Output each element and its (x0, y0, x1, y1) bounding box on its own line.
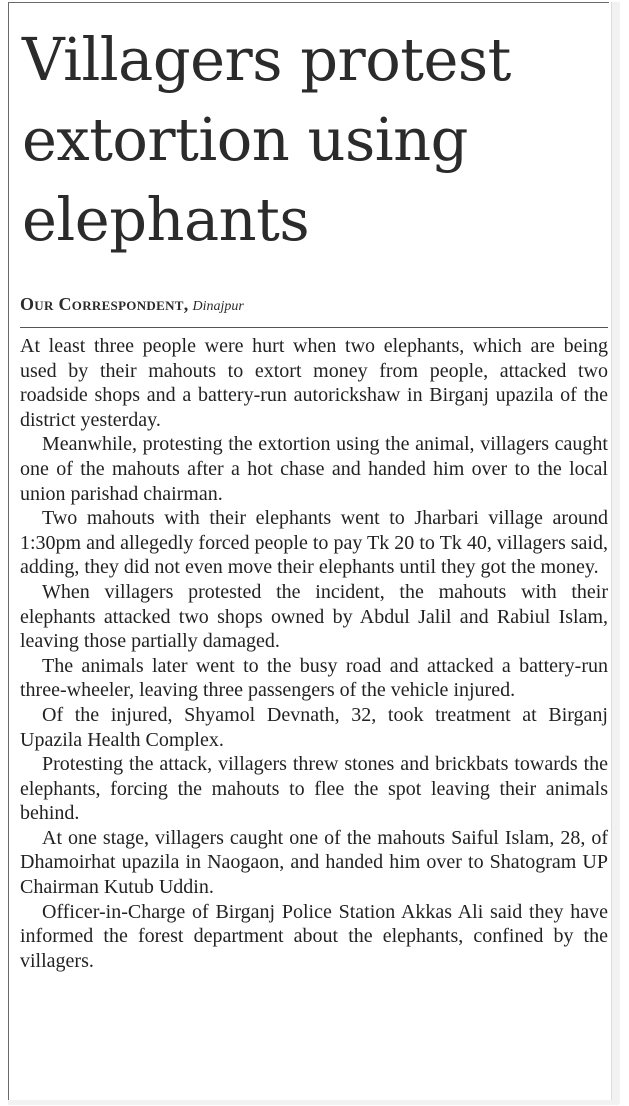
article-paragraph: At least three people were hurt when two elephants, which are being used by their mahouts to extort money from people, attacked two roadside shops and a battery-run autorickshaw in Birganj upazila of the district yesterday. (20, 335, 608, 431)
article-paragraph: Of the injured, Shyamol Devnath, 32, took treatment at Birganj Upazila Health Complex. (20, 703, 608, 751)
article-paragraph: Meanwhile, protesting the extortion using the animal, villagers caught one of the mahouts after a hot chase and handed him over to the local union parishad chairman. (20, 433, 608, 505)
clipping-right-edge (611, 2, 620, 1104)
article-paragraph: At one stage, villagers caught one of the mahouts Saiful Islam, 28, of Dhamoirhat upazila in Naogaon, and handed him over to Shatogram UP Chairman Kutub Uddin. (20, 826, 608, 899)
article-paragraph: Protesting the attack, villagers threw stones and brickbats towards the elephants, forcing the mahouts to flee the spot leaving their animals behind. (20, 753, 608, 825)
byline-author: Our Correspondent, (20, 294, 189, 314)
article-paragraph: Two mahouts with their elephants went to Jharbari village around 1:30pm and allegedly forced people to pay Tk 20 to Tk 40, villagers said, adding, they did not even move their elephants until they got the money. (20, 507, 608, 579)
byline-divider (20, 327, 608, 328)
article-paragraph: When villagers protested the incident, the mahouts with their elephants attacked two shops owned by Abdul Jalil and Rabiul Islam, leaving those partially damaged. (20, 580, 608, 653)
article-paragraph: Officer-in-Charge of Birganj Police Station Akkas Ali said they have informed the forest department about the elephants, confined by the villagers. (20, 900, 608, 972)
article-paragraph: The animals later went to the busy road and attacked a battery-run three-wheeler, leaving three passengers of the vehicle injured. (20, 654, 608, 702)
article-byline (20, 294, 610, 315)
article-headline: Villagers protest extortion using elephants (22, 25, 511, 254)
clipping-bottom-edge (8, 1100, 619, 1105)
byline-location: Dinajpur (192, 299, 244, 314)
article-body (20, 334, 608, 973)
